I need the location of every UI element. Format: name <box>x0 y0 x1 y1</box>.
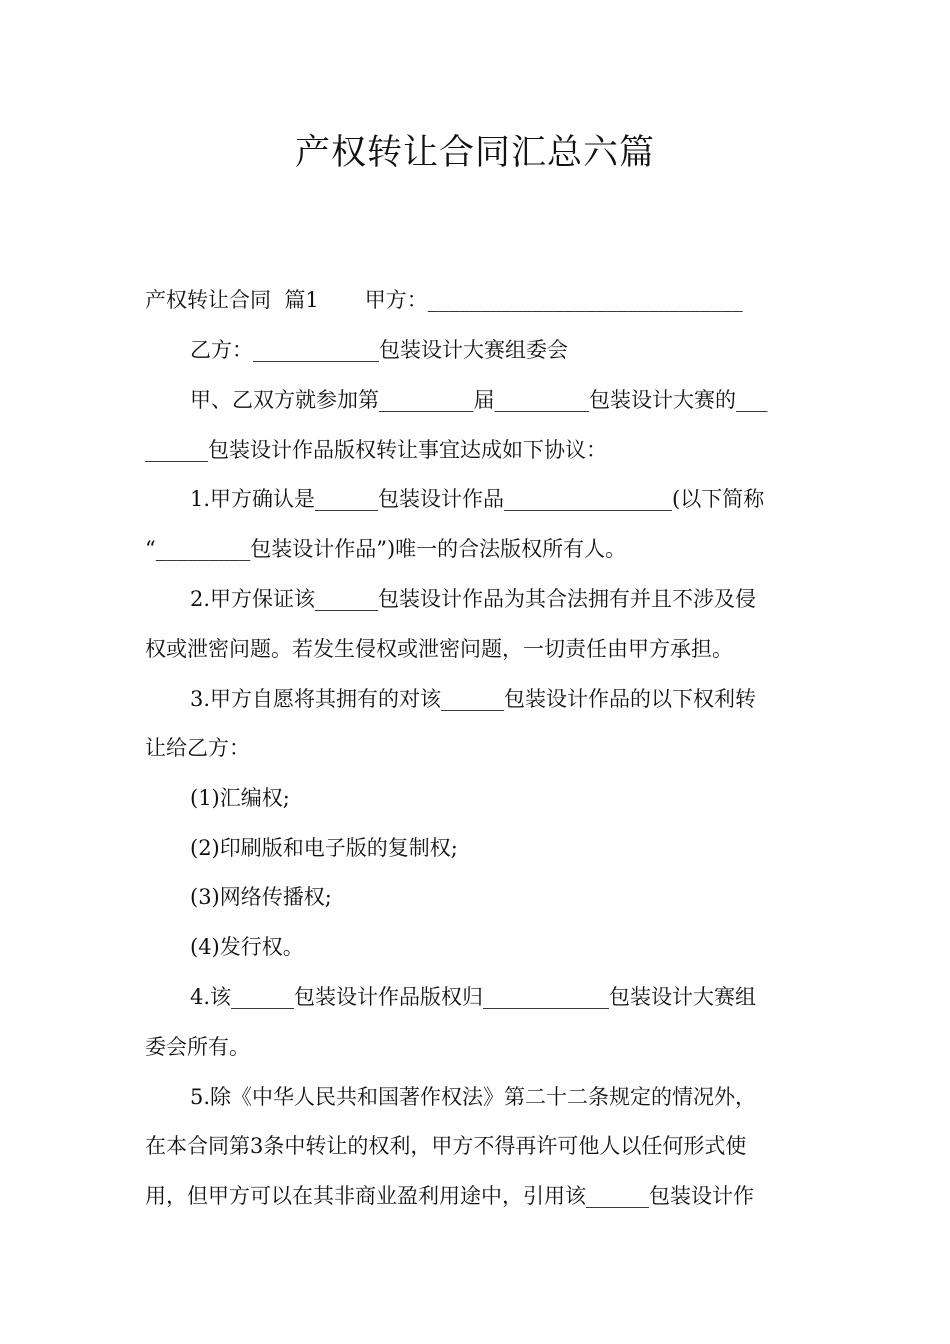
paragraph-line: ______包装设计作品版权转让事宜达成如下协议： <box>145 438 607 462</box>
party-b-line: 乙方：____________包装设计大赛组委会 <box>190 338 568 362</box>
paragraph-line: 在本合同第3条中转让的权利，甲方不得再许可他人以任何形式使 <box>145 1134 747 1158</box>
document-title: 产权转让合同汇总六篇 <box>294 133 655 173</box>
party-a-field: 甲方：______________________________ <box>364 288 743 312</box>
contract-header-line <box>145 284 743 316</box>
clause-1-line: 1.甲方确认是______包装设计作品________________(以下简称 <box>190 487 765 511</box>
paragraph-line: 用，但甲方可以在其非商业盈利用途中，引用该______包装设计作 <box>145 1184 754 1208</box>
list-item: (2)印刷版和电子版的复制权; <box>190 836 458 860</box>
paragraph-line: 甲、乙双方就参加第_________届_________包装设计大赛的___ <box>190 388 768 412</box>
list-item: (3)网络传播权; <box>190 885 332 909</box>
paragraph-line: 权或泄密问题。若发生侵权或泄密问题，一切责任由甲方承担。 <box>145 637 733 661</box>
paragraph-line: “_________包装设计作品”)唯一的合法版权所有人。 <box>145 537 627 561</box>
clause-4-line: 4.该______包装设计作品版权归____________包装设计大赛组 <box>190 985 757 1009</box>
section-label: 产权转让合同 篇1 <box>145 288 319 312</box>
clause-3-line: 3.甲方自愿将其拥有的对该______包装设计作品的以下权利转 <box>190 687 757 711</box>
list-item: (1)汇编权; <box>190 786 290 810</box>
paragraph-line: 委会所有。 <box>145 1035 250 1059</box>
list-item: (4)发行权。 <box>190 935 304 959</box>
paragraph-line: 让给乙方： <box>145 736 250 760</box>
clause-5-line: 5.除《中华人民共和国著作权法》第二十二条规定的情况外， <box>190 1085 757 1109</box>
clause-2-line: 2.甲方保证该______包装设计作品为其合法拥有并且不涉及侵 <box>190 587 757 611</box>
